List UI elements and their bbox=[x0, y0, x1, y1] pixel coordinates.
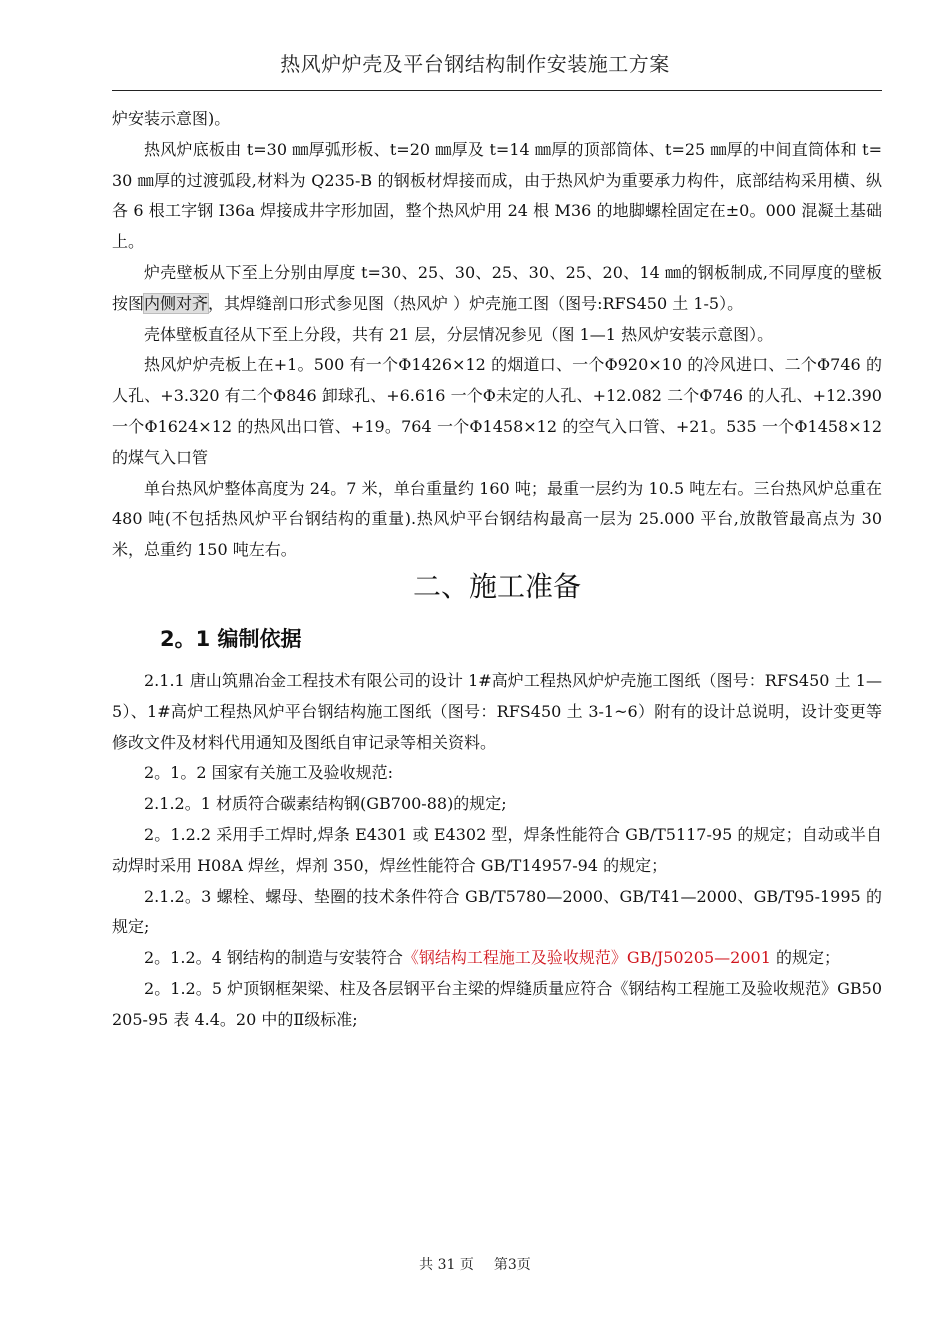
current-page: 第3页 bbox=[493, 1257, 531, 1273]
clause-text-b: 的规定； bbox=[770, 948, 840, 968]
paragraph-2-1-2-4 bbox=[112, 943, 882, 974]
page-header-title: 热风炉炉壳及平台钢结构制作安装施工方案 bbox=[280, 52, 670, 76]
highlighted-phrase: 内侧对齐 bbox=[144, 293, 209, 313]
paragraph-2-1-2-1: 2.1.2。1 材质符合碳素结构钢(GB700-88)的规定; bbox=[144, 794, 507, 814]
section-title: 二、施工准备 bbox=[412, 569, 581, 603]
paragraph-shell-segments: 壳体壁板直径从下至上分段，共有 21 层，分层情况参见（图 1—1 热风炉安装示意图）。 bbox=[144, 324, 774, 344]
shell-plates-text-a: 炉壳壁板从下至上分别由厚度 t=30、25、30、25、30、25、20、14 ㎜的钢板制成,不同厚度的壁板按图 bbox=[112, 262, 882, 313]
header-rule bbox=[112, 90, 882, 91]
paragraph-weights: 单台热风炉整体高度为 24。7 米，单台重量约 160 吨；最重一层约为 10.5 吨左右。三台热风炉总重在 480 吨(不包括热风炉平台钢结构的重量).热风炉平台钢结构最高一层为 25.000 平台,放散管最高点为 30 米，总重约 150 吨左右。 bbox=[112, 478, 882, 560]
subsection-title: 2。1 编制依据 bbox=[160, 626, 302, 651]
page-footer bbox=[0, 1254, 950, 1274]
total-pages: 共 31 页 bbox=[419, 1257, 474, 1273]
document-body bbox=[112, 104, 882, 1036]
paragraph-2-1-2-3: 2.1.2。3 螺栓、螺母、垫圈的技术条件符合 GB/T5780—2000、GB/T41—2000、GB/T95-1995 的规定; bbox=[112, 886, 882, 937]
paragraph-2-1-1: 2.1.1 唐山筑鼎冶金工程技术有限公司的设计 1#高炉工程热风炉炉壳施工图纸（图号：RFS450 土 1—5）、1#高炉工程热风炉平台钢结构施工图纸（图号：RFS450 土 3-1~6）附有的设计总说明，设计变更等修改文件及材料代用通知及图纸自审记录等相关资料。 bbox=[112, 670, 882, 752]
paragraph-2-1-2-5: 2。1.2。5 炉顶钢框架梁、柱及各层钢平台主梁的焊缝质量应符合《钢结构工程施工及验收规范》GB50205-95 表 4.4。20 中的Ⅱ级标准; bbox=[112, 978, 882, 1029]
paragraph-base-plate: 热风炉底板由 t=30 ㎜厚弧形板、t=20 ㎜厚及 t=14 ㎜厚的顶部筒体、t=25 ㎜厚的中间直筒体和 t=30 ㎜厚的过渡弧段,材料为 Q235-B 的钢板材焊接而成，由于热风炉为重要承力构件，底部结构采用横、纵各 6 根工字钢 I36a 焊接成井字形加固，整个热风炉用 24 根 M36 的地脚螺栓固定在±0。000 混凝土基础上。 bbox=[112, 139, 882, 252]
clause-text-a: 2。1.2。4 钢结构的制造与安装符合 bbox=[144, 948, 403, 968]
paragraph-2-1-2-2: 2。1.2.2 采用手工焊时,焊条 E4301 或 E4302 型，焊条性能符合 GB/T5117-95 的规定；自动或半自动焊时采用 H08A 焊丝，焊剂 350，焊丝性能符合 GB/T14957-94 的规定； bbox=[112, 824, 882, 875]
paragraph-continuation: 炉安装示意图)。 bbox=[112, 109, 231, 128]
paragraph-shell-plates bbox=[112, 258, 882, 320]
shell-plates-text-b: ，其焊缝剖口形式参见图（热风炉 ）炉壳施工图（图号:RFS450 土 1-5）。 bbox=[208, 293, 744, 313]
paragraph-openings: 热风炉炉壳板上在+1。500 有一个Φ1426×12 的烟道口、一个Φ920×10 的冷风进口、二个Φ746 的人孔、+3.320 有二个Φ846 卸球孔、+6.616 一个Φ未定的人孔、+12.082 二个Φ746 的人孔、+12.390 一个Φ1624×12 的热风出口管、+19。764 一个Φ1458×12 的空气入口管、+21。535 一个Φ1458×12 的煤气入口管 bbox=[112, 355, 882, 467]
red-citation: 《钢结构工程施工及验收规范》GB/J50205—2001 bbox=[402, 948, 771, 968]
paragraph-2-1-2: 2。1。2 国家有关施工及验收规范: bbox=[144, 763, 394, 783]
